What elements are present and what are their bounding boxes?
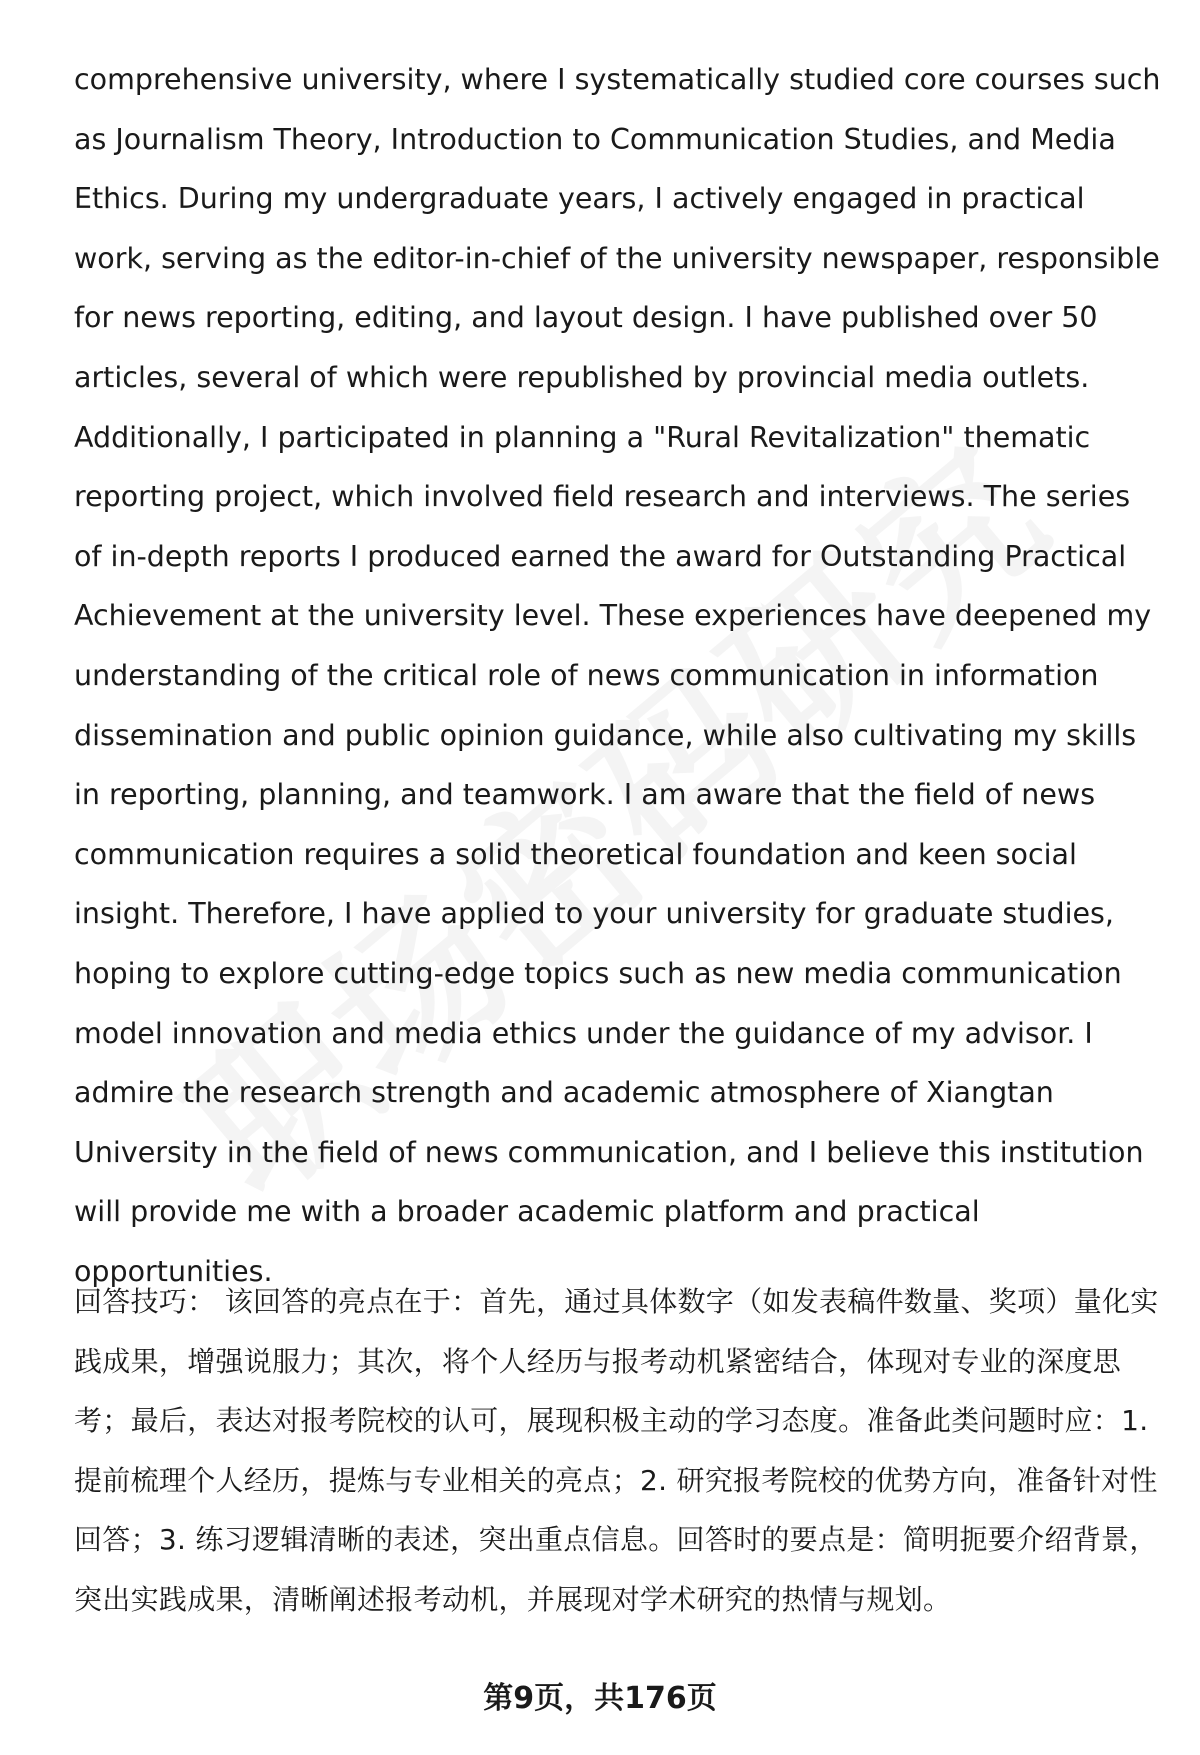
page-number: 第9页，共176页: [483, 1681, 717, 1716]
answer-paragraph: comprehensive university, where I systematically studied core courses such as Journalism Theory, Introduction to Communication Studies, and Media Ethics. During my undergraduate years, I actively engaged in practical work, serving as the editor-in-chief of the university newspaper, responsible for news reporting, editing, and layout design. I have published over 50 articles, several of which were republished by provincial media outlets. Additionally, I participated in planning a "Rural Revitalization" thematic reporting project, which involved field research and interviews. The series of in-depth reports I produced earned the award for Outstanding Practical Achievement at the university level. These experiences have deepened my understanding of the critical role of news communication in information dissemination and public opinion guidance, while also cultivating my skills in reporting, planning, and teamwork. I am aware that the field of news communication requires a solid theoretical foundation and keen social insight. Therefore, I have applied to your university for graduate studies, hoping to explore cutting-edge topics such as new media communication model innovation and media ethics under the guidance of my advisor. I admire the research strength and academic atmosphere of Xiangtan University in the field of news communication, and I believe this institution will provide me with a broader academic platform and practical opportunities.: [74, 63, 1161, 1288]
answer-tips-paragraph: 回答技巧： 该回答的亮点在于：首先，通过具体数字（如发表稿件数量、奖项）量化实践成果，增强说服力；其次，将个人经历与报考动机紧密结合，体现对专业的深度思考；最后，表达对报考院校的认可，展现积极主动的学习态度。准备此类问题时应：1. 提前梳理个人经历，提炼与专业相关的亮点；2. 研究报考院校的优势方向，准备针对性回答；3. 练习逻辑清晰的表述，突出重点信息。回答时的要点是：简明扼要介绍背景，突出实践成果，清晰阐述报考动机，并展现对学术研究的热情与规划。: [74, 1285, 1159, 1616]
